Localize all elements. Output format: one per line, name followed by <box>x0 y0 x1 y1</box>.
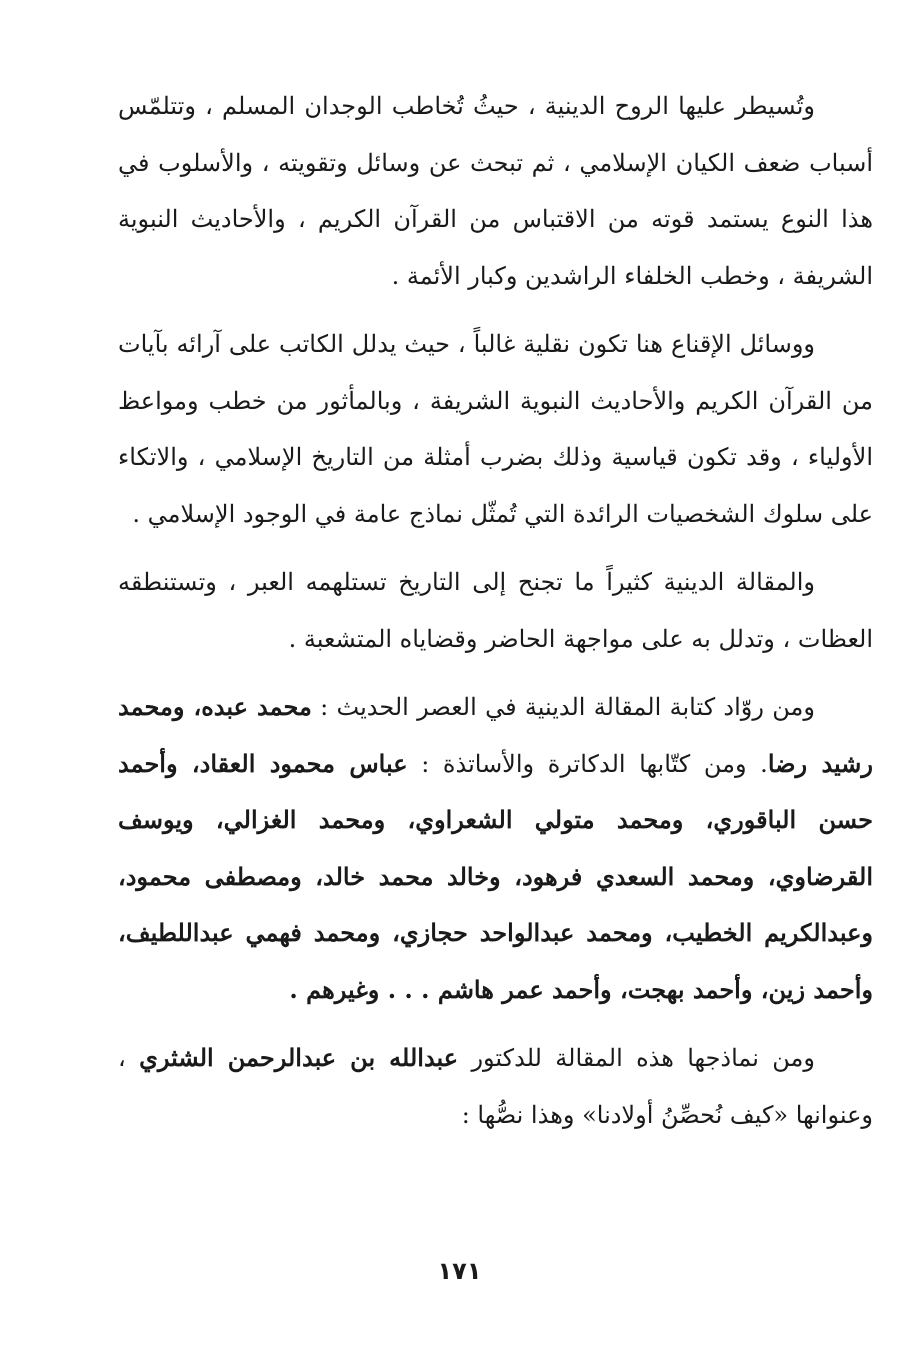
paragraph-text: ووسائل الإقناع هنا تكون نقلية غالباً ، حيث يدلل الكاتب على آرائه بآيات من القرآن الكريم والأحاديث النبوية الشريفة ، وبالمأثور من خطب ومواعظ الأولياء ، وقد تكون قياسية وذلك بضرب أمثلة من التاريخ الإسلامي ، والاتكاء على سلوك الشخصيات الرائدة التي تُمثّل نماذج عامة في الوجود الإسلامي . <box>118 330 873 528</box>
paragraph-text: ومن روّاد كتابة المقالة الدينية في العصر الحديث : <box>311 693 815 721</box>
author-name: عبدالله بن عبدالرحمن الشثري <box>139 1043 459 1072</box>
paragraph-pioneers <box>118 679 873 1018</box>
paragraph-text: وتُسيطر عليها الروح الدينية ، حيثُ تُخاطب الوجدان المسلم ، وتتلمّس أسباب ضعف الكيان الإسلامي ، ثم تبحث عن وسائل وتقويته ، والأسلوب في هذا النوع يستمد قوته من الاقتباس من القرآن الكريم ، والأحاديث النبوية الشريفة ، وخطب الخلفاء الراشدين وكبار الأئمة . <box>118 92 873 290</box>
page-number: ١٧١ <box>437 1257 482 1285</box>
paragraph-text: والمقالة الدينية كثيراً ما تجنح إلى التاريخ تستلهمه العبر ، وتستنطقه العظات ، وتدلل به على مواجهة الحاضر وقضاياه المتشعبة . <box>118 568 873 653</box>
paragraph-history <box>118 554 873 667</box>
paragraph-persuasion-means <box>118 316 873 542</box>
paragraph-religious-spirit <box>118 78 873 304</box>
writer-names: عباس محمود العقاد، وأحمد حسن الباقوري، ومحمد متولي الشعراوي، ومحمد الغزالي، ويوسف القرضاوي، ومحمد السعدي فرهود، وخالد محمد خالد، ومصطفى محمود، وعبدالكريم الخطيب، ومحمد عبدالواحد حجازي، ومحمد فهمي عبداللطيف، وأحمد زين، وأحمد بهجت، وأحمد عمر هاشم . . . وغيرهم . <box>118 748 873 1004</box>
paragraph-text: ومن نماذجها هذه المقالة للدكتور <box>458 1044 816 1072</box>
paragraph-text: ، وعنوانها «كيف نُحصِّنُ أولادنا» وهذا نصُّها : <box>118 1044 873 1129</box>
paragraph-example <box>118 1030 873 1143</box>
paragraph-text: . ومن كتّابها الدكاترة والأساتذة : <box>407 749 768 778</box>
page-body <box>118 78 873 1143</box>
pioneer-names: محمد عبده، ومحمد رشيد رضا <box>118 692 874 778</box>
